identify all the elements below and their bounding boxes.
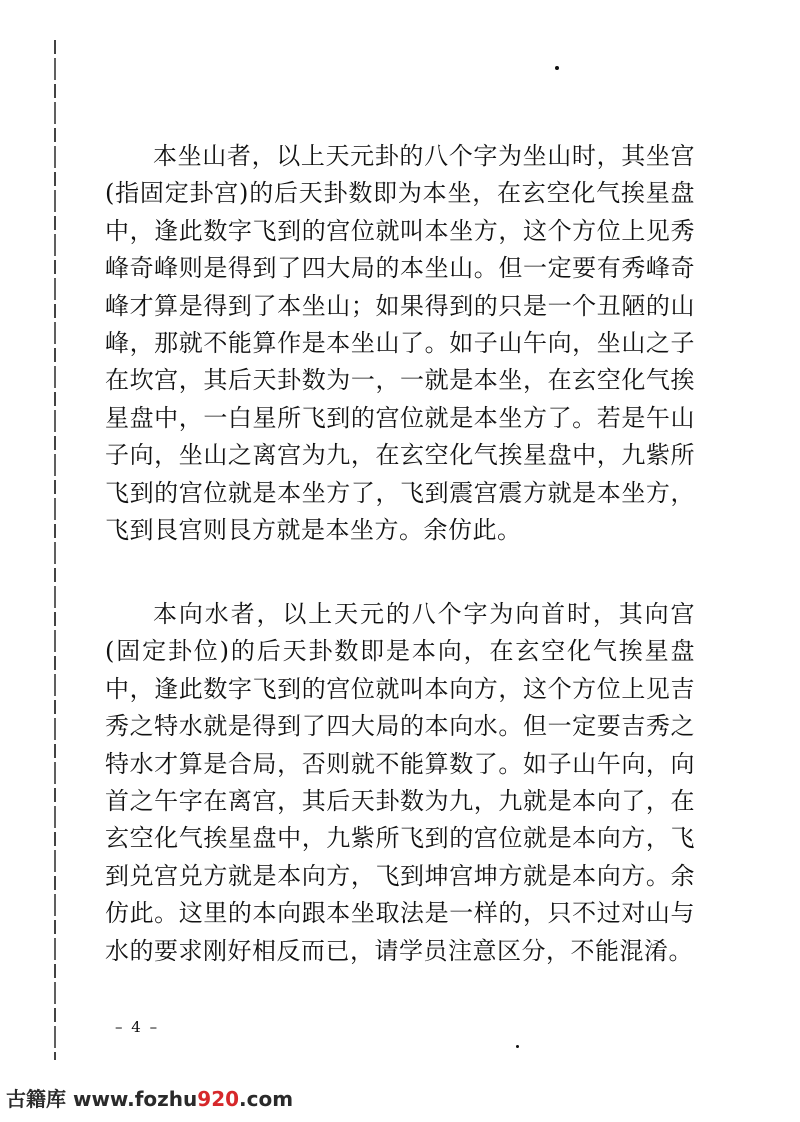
site-watermark (0, 1079, 306, 1119)
paragraph-ben-zuo-shan (105, 138, 695, 549)
paragraph-ben-xiang-shui (105, 596, 695, 970)
scan-speck (516, 1045, 519, 1048)
watermark-site-name: 古籍库 (6, 1087, 66, 1111)
watermark-url-digits: 920 (197, 1087, 240, 1111)
paragraph-text: 本坐山者，以上天元卦的八个字为坐山时，其坐宫(指固定卦宫)的后天卦数即为本坐，在玄空化气挨星盘中，逢此数字飞到的宫位就叫本坐方，这个方位上见秀峰奇峰则是得到了四大局的本坐山。但一定要有秀峰奇峰才算是得到了本坐山；如果得到的只是一个丑陋的山峰，那就不能算作是本坐山了。如子山午向，坐山之子在坎宫，其后天卦数为一，一就是本坐，在玄空化气挨星盘中，一白星所飞到的宫位就是本坐方了。若是午山子向，坐山之离宫为九，在玄空化气挨星盘中，九紫所飞到的宫位就是本坐方了，飞到震宫震方就是本坐方，飞到艮宫则艮方就是本坐方。余仿此。 (105, 142, 695, 545)
binding-edge-line (54, 40, 56, 1060)
watermark-url-suffix: .com (239, 1087, 294, 1111)
paragraph-text: 本向水者，以上天元的八个字为向首时，其向宫(固定卦位)的后天卦数即是本向，在玄空化气挨星盘中，逢此数字飞到的宫位就叫本向方，这个方位上见吉秀之特水就是得到了四大局的本向水。但一定要吉秀之特水才算是合局，否则就不能算数了。如子山午向，向首之午字在离宫，其后天卦数为九，九就是本向了，在玄空化气挨星盘中，九紫所飞到的宫位就是本向方，飞到兑宫兑方就是本向方，飞到坤宫坤方就是本向方。余仿此。这里的本向跟本坐取法是一样的，只不过对山与水的要求刚好相反而已，请学员注意区分，不能混淆。 (105, 600, 695, 965)
watermark-url-prefix: www.fozhu (72, 1087, 198, 1111)
scan-speck (555, 66, 559, 70)
page-number: – 4 – (115, 1018, 160, 1036)
